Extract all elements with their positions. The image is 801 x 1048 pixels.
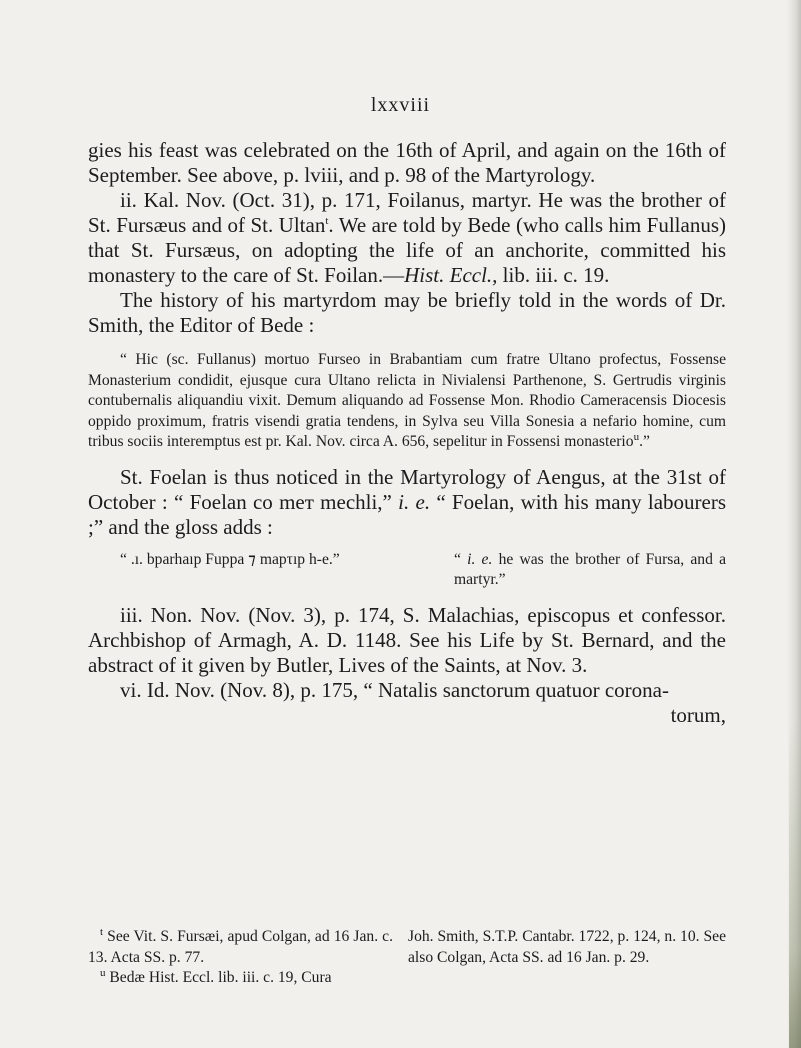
paragraph-text: “ Foelan, with his many labourers ;” and the gloss adds : bbox=[88, 489, 727, 539]
footnotes-left-column bbox=[88, 927, 393, 989]
paragraph-text: St. Foelan is thus noticed in the Martyrology of Aengus, at the 31st of October : “ Foelan co meт mechli,” bbox=[88, 464, 726, 514]
gloss-text: he was the brother of Fursa, and a martyr.” bbox=[454, 550, 726, 589]
footnotes-right-column bbox=[408, 927, 726, 989]
abbreviation-ie: i. e. bbox=[467, 550, 493, 568]
paragraph-foilanus bbox=[88, 188, 726, 288]
gloss-english bbox=[454, 550, 726, 591]
citation-title: Hist. Eccl., bbox=[404, 263, 498, 287]
paragraph-text: . We are told by Bede (who calls him Fullanus) that St. Fursæus, on adopting the life of an anchorite, committed his monastery to the care of St. Foilan.— bbox=[88, 213, 726, 287]
quote-text: .” bbox=[639, 433, 650, 451]
paragraph-text: ii. Kal. Nov. (Oct. 31), p. 171, Foilanus, martyr. He was the brother of St. Fursæus and of St. Ultan bbox=[88, 188, 726, 237]
paragraph-history: The history of his martyrdom may be briefly told in the words of Dr. Smith, the Editor of Bede : bbox=[88, 288, 726, 337]
page-body bbox=[88, 138, 726, 728]
gloss-row bbox=[88, 550, 726, 591]
latin-quote bbox=[88, 350, 726, 453]
footnote-mark-u: u bbox=[100, 966, 106, 979]
page-edge-stain bbox=[789, 718, 801, 1048]
paragraph-text: lib. iii. c. 19. bbox=[497, 263, 610, 287]
paragraph-continued: gies his feast was celebrated on the 16th of April, and again on the 16th of September. See above, p. lviii, and p. 98 of the Martyrology. bbox=[88, 138, 726, 187]
footnote-u-continued: Joh. Smith, S.T.P. Cantabr. 1722, p. 124, n. 10. See also Colgan, Acta SS. ad 16 Jan. p. 29. bbox=[408, 928, 726, 966]
quote-text: “ Hic (sc. Fullanus) mortuo Furseo in Brabantiam cum fratre Ultano profectus, Fossense Monasterium condidit, ejusque cura Ultano relicta in Nivialensi Parthenone, S. Gertrudis virginis contubernalis aliquandiu vixit. Demum aliquando ad Fossense Mon. Rhodio Cameracensis Diocesis oppido proximum, fratris visendi gratia tendens, in Sylva seu Villa Sonesia a nefario homine, cum tribus sociis interemptus est pr. Kal. Nov. circa A. 656, sepelitur in Fossensi monasterio bbox=[88, 351, 726, 451]
abbreviation-ie: i. e. bbox=[398, 489, 431, 514]
footnote-mark-t: t bbox=[100, 925, 104, 938]
footnote-ref-t: t bbox=[325, 215, 329, 227]
page-number: lxxviii bbox=[370, 94, 431, 116]
footnote-u bbox=[88, 968, 393, 989]
footnote-t bbox=[88, 927, 393, 968]
gloss-text: “ bbox=[454, 550, 468, 568]
footnote-text: Bedæ Hist. Eccl. lib. iii. c. 19, Cura bbox=[105, 969, 332, 986]
catchword: torum, bbox=[670, 702, 726, 727]
footnote-ref-u: u bbox=[633, 431, 640, 444]
gloss-irish: “ .ı. bparhaıp Fuppa ⁊ mapτıp h-e.” bbox=[120, 550, 340, 568]
paragraph-natalis: vi. Id. Nov. (Nov. 8), p. 175, “ Natalis sanctorum quatuor corona- bbox=[120, 677, 669, 702]
footnotes bbox=[88, 927, 726, 989]
paragraph-aengus bbox=[88, 465, 726, 540]
paragraph-malachias: iii. Non. Nov. (Nov. 3), p. 174, S. Malachias, episcopus et confessor. Archbishop of Armagh, A. D. 1148. See his Life by St. Bernard, and the abstract of it given by Butler, Lives of the Saints, at Nov. 3. bbox=[88, 602, 726, 677]
footnote-text: See Vit. S. Fursæi, apud Colgan, ad 16 Jan. c. 13. Acta SS. p. 77. bbox=[88, 928, 393, 966]
